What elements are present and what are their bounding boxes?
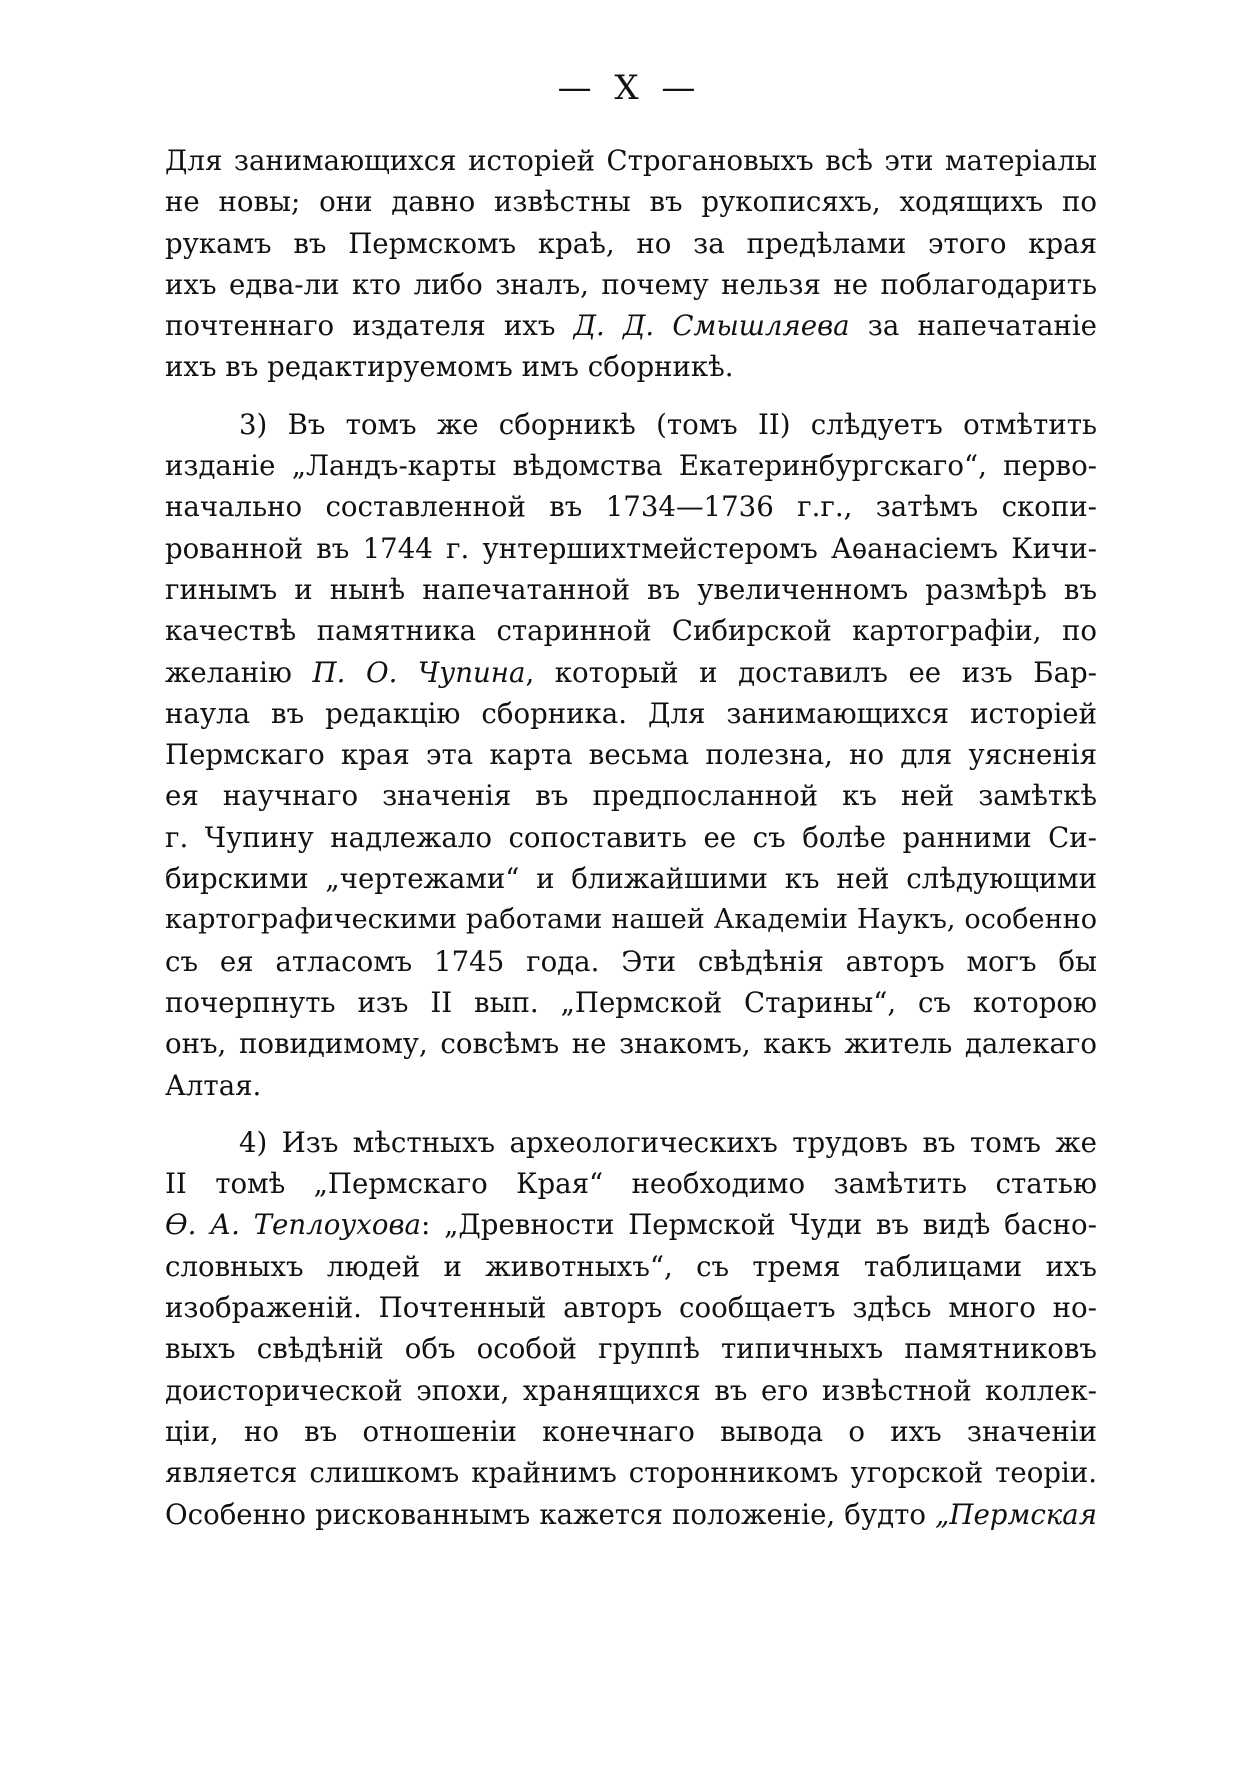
text-line: картографическими работами нашей Академіи Наукъ, особенно [165,904,1097,936]
text-span: почтеннаго издателя ихъ [165,309,574,343]
text-line: II томѣ „Пермскаго Края“ необходимо замѣтить статью [165,1167,1097,1201]
paragraph-1 [165,140,1097,388]
text-span: желанію [165,655,313,689]
author-name: Ѳ. А. Теплоухова [165,1208,421,1242]
paragraph-2 [165,404,1097,1106]
text-line: изданіе „Ландъ-карты вѣдомства Екатеринбургскаго“, перво- [165,449,1097,483]
text-line: онъ, повидимому, совсѣмъ не знакомъ, какъ житель далекаго [165,1027,1097,1061]
text-span: за напечатаніе [849,309,1097,343]
body-text [165,140,1097,1535]
text-line: наула въ редакцію сборника. Для занимающихся исторіей [165,696,1097,730]
text-line: словныхъ людей и животныхъ“, съ тремя таблицами ихъ [165,1249,1097,1283]
text-line: Алтая. [165,1068,262,1102]
text-line: съ ея атласомъ 1745 года. Эти свѣдѣнія авторъ могъ бы [165,944,1097,978]
text-line: доисторической эпохи, хранящихся въ его извѣстной коллек- [165,1373,1097,1407]
quoted-title: „Пермская [935,1497,1097,1531]
text-line: является слишкомъ крайнимъ сторонникомъ угорской теоріи. [165,1456,1097,1490]
text-line: Пермскаго края эта карта весьма полезна, но для уясненія [165,738,1097,772]
text-line: гинымъ и нынѣ напечатанной въ увеличенномъ размѣрѣ въ [165,572,1097,606]
text-line: ихъ въ редактируемомъ имъ сборникѣ. [165,350,734,384]
text-line [165,1204,1097,1245]
text-line: рованной въ 1744 г. унтершихтмейстеромъ Аѳанасіемъ Кичи- [165,531,1097,565]
paragraph-3 [165,1122,1097,1535]
text-span: : „Древности Пермской Чуди въ видѣ басно- [421,1208,1097,1242]
text-span: Особенно рискованнымъ кажется положеніе, будто [165,1497,936,1531]
text-line: выхъ свѣдѣній объ особой группѣ типичныхъ памятниковъ [165,1332,1097,1366]
text-line [165,652,1097,693]
text-line: Для занимающихся исторіей Строгановыхъ всѣ эти матеріалы [165,144,1097,177]
text-line [165,305,1097,346]
text-span: , который и доставилъ ее изъ Бар- [525,655,1098,689]
text-line: не новы; они давно извѣстны въ рукописяхъ, ходящихъ по [165,185,1097,219]
text-line: ихъ едва-ли кто либо зналъ, почему нельзя не поблагодарить [165,267,1097,301]
author-name: Д. Д. Смышляева [573,309,850,343]
text-line: ціи, но въ отношеніи конечнаго вывода о ихъ значеніи [165,1414,1097,1448]
text-line: рукамъ въ Пермскомъ краѣ, но за предѣлами этого края [165,226,1097,260]
text-line: качествѣ памятника старинной Сибирской картографіи, по [165,614,1097,648]
text-line: г. Чупину надлежало сопоставить ее съ болѣе ранними Си- [165,820,1097,854]
text-line: 4) Изъ мѣстныхъ археологическихъ трудовъ въ томъ же [239,1125,1097,1159]
text-line: изображеній. Почтенный авторъ сообщаетъ здѣсь много но- [165,1291,1097,1325]
text-line: бирскими „чертежами“ и ближайшими къ ней слѣдующими [165,862,1097,896]
text-line: начально составленной въ 1734—1736 г.г., затѣмъ скопи- [165,490,1097,524]
author-name: П. О. Чупина [312,655,526,689]
text-line: 3) Въ томъ же сборникѣ (томъ II) слѣдуетъ отмѣтить [239,407,1097,441]
text-line: ея научнаго значенія въ предпосланной къ ней замѣткѣ [165,779,1097,813]
page-number: — X — [557,68,702,108]
text-line: почерпнуть изъ II вып. „Пермской Старины“, съ которою [165,985,1097,1019]
text-line [165,1494,1097,1535]
